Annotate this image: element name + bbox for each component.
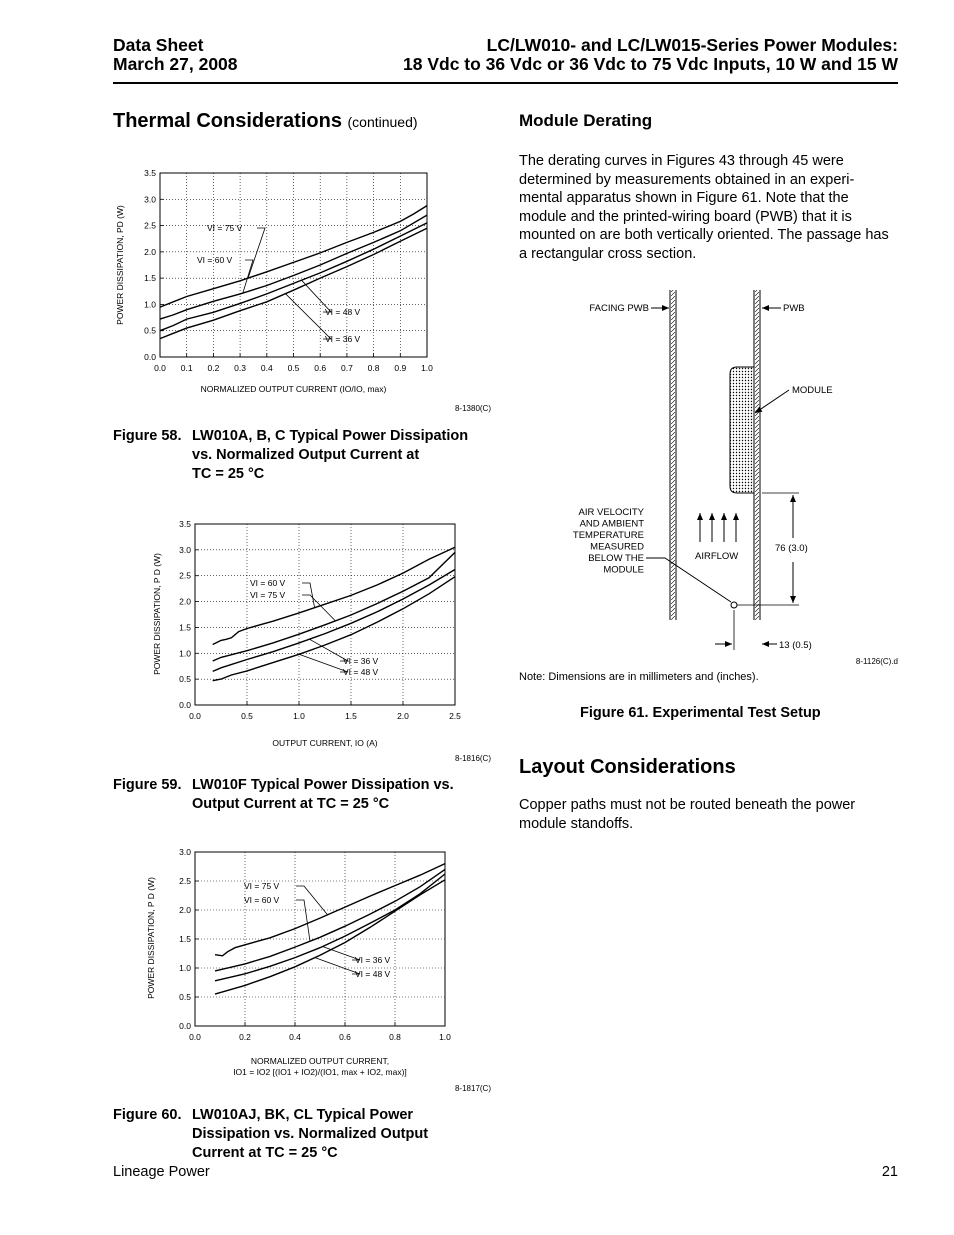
figure-58-caption (113, 427, 468, 484)
series-label: VI = 48 V (355, 969, 391, 979)
y-tick-label: 2.5 (179, 570, 191, 581)
y-tick-label: 2.5 (179, 876, 191, 886)
y-tick-label: 0.5 (144, 325, 156, 336)
doc-date: March 27, 2008 (113, 54, 238, 74)
pwb-board (754, 290, 760, 620)
figure-60-caption-line2: Dissipation vs. Normalized Output (192, 1126, 429, 1142)
y-tick-label: 2.0 (144, 246, 156, 257)
series-label: VI = 60 V (197, 255, 233, 265)
y-tick-label: 2.0 (179, 905, 191, 915)
x-tick-label: 0.8 (389, 1032, 401, 1042)
layout-considerations-text: Copper paths must not be routed beneath the power module standoffs. (519, 797, 856, 832)
y-axis-title: POWER DISSIPATION, P D (W) (146, 877, 156, 999)
figure-58-chart (105, 165, 500, 420)
x-axis-title: OUTPUT CURRENT, IO (A) (272, 738, 378, 748)
figure-code: 8-1816(C) (454, 754, 491, 763)
x-tick-label: 0.4 (289, 1032, 301, 1042)
series-label: VI = 75 V (207, 223, 243, 233)
label-pwb: PWB (783, 303, 805, 314)
figure-58-caption-line1: LW010A, B, C Typical Power Dissipation (192, 428, 469, 444)
series-label: VI = 48 V (343, 667, 379, 677)
section-title-text: Thermal Considerations (113, 110, 342, 132)
annotation-leader (296, 886, 328, 915)
x-tick-label: 2.0 (397, 711, 409, 721)
y-tick-label: 0.5 (179, 992, 191, 1002)
y-tick-label: 3.0 (179, 847, 191, 857)
label-dim-76: 76 (3.0) (775, 543, 808, 554)
air-label-line6: MODULE (603, 564, 644, 576)
y-tick-label: 0.0 (179, 1021, 191, 1031)
figure-61-note: Note: Dimensions are in millimeters and (inches). (519, 671, 759, 683)
series-line-0 (215, 864, 445, 956)
x-axis-title: NORMALIZED OUTPUT CURRENT (IO/IO, max) (200, 384, 387, 394)
series-label: VI = 60 V (250, 578, 286, 588)
y-tick-label: 1.0 (144, 299, 156, 310)
annotation-leader (302, 595, 335, 621)
x-tick-label: 0.8 (367, 363, 380, 373)
series-label: VI = 60 V (244, 895, 280, 905)
y-tick-label: 3.0 (144, 194, 156, 205)
air-label-line1: AIR VELOCITY (578, 507, 644, 518)
figure-code: 8-1380(C) (454, 404, 491, 413)
series-line-1 (213, 552, 455, 661)
x-tick-label: 0.7 (340, 363, 353, 373)
y-tick-label: 3.5 (144, 168, 156, 178)
annotation-leader (296, 900, 310, 941)
y-axis-title: POWER DISSIPATION, PD (W) (115, 205, 125, 325)
figure-59-chart (140, 512, 500, 768)
x-tick-label: 1.5 (345, 711, 357, 721)
facing-pwb-board (670, 290, 676, 620)
y-tick-label: 1.5 (144, 273, 156, 284)
x-tick-label: 0.6 (339, 1032, 351, 1042)
x-axis-title-line2: IO1 = IO2 [(IO1 + IO2)/(IO1, max + IO2, max)] (233, 1067, 407, 1077)
y-tick-label: 1.5 (179, 622, 191, 633)
air-label-line2: AND AMBIENT (579, 518, 644, 530)
figure-code: 8-1817(C) (454, 1084, 491, 1093)
y-axis-title: POWER DISSIPATION, P D (W) (152, 553, 162, 675)
figure-59-caption-num: Figure 59. (113, 777, 182, 793)
x-tick-label: 0.9 (394, 363, 407, 373)
figure-61-caption: Figure 61. Experimental Test Setup (580, 705, 821, 721)
footer-company: Lineage Power (113, 1164, 210, 1180)
section-title-suffix: (continued) (347, 114, 418, 130)
y-tick-label: 0.0 (144, 352, 156, 362)
x-tick-label: 0.4 (260, 363, 273, 373)
y-tick-label: 2.0 (179, 596, 191, 607)
x-axis-title: NORMALIZED OUTPUT CURRENT, (250, 1056, 390, 1066)
x-tick-label: 0.5 (241, 711, 253, 721)
header-right (403, 36, 898, 74)
y-tick-label: 3.0 (179, 544, 191, 555)
x-tick-label: 0.5 (287, 363, 300, 373)
label-air-velocity (573, 507, 645, 576)
x-tick-label: 0.0 (154, 363, 166, 373)
figure-61-diagram (519, 280, 904, 670)
module-derating-text: The derating curves in Figures 43 through 45 were determined by measurements obtained in an experi-mental apparatus shown in Figure 61. Note that the module and the printed-wiring board (PWB) that it is mounted on are both vertically oriented. The passage has a rectangular cross section. (519, 153, 889, 262)
plot-frame (195, 524, 455, 705)
y-tick-label: 2.5 (144, 220, 156, 231)
y-tick-label: 0.5 (179, 674, 191, 685)
figure-59-caption-line2: Output Current at TC = 25 °C (192, 796, 390, 812)
figure-58-caption-line2: vs. Normalized Output Current at (192, 447, 420, 463)
figure-60-caption (113, 1106, 428, 1163)
x-tick-label: 1.0 (293, 711, 305, 721)
figure-58-caption-line3: TC = 25 °C (192, 466, 265, 482)
air-label-line3: TEMPERATURE (572, 530, 644, 541)
footer-page-number: 21 (881, 1164, 898, 1180)
doc-type: Data Sheet (113, 35, 204, 55)
module-derating-title: Module Derating (519, 111, 653, 130)
x-tick-label: 0.0 (189, 711, 201, 721)
series-label: VI = 75 V (244, 881, 280, 891)
figure-59-caption (113, 776, 454, 814)
series-label: VI = 48 V (325, 307, 361, 317)
module-block (730, 367, 754, 493)
series-label: VI = 36 V (355, 955, 391, 965)
series-label: VI = 75 V (250, 590, 286, 600)
x-tick-label: 1.0 (421, 363, 433, 373)
figure-60-caption-num: Figure 60. (113, 1107, 182, 1123)
y-tick-label: 1.5 (179, 934, 191, 944)
plot-frame (195, 852, 445, 1026)
doc-title-line2: 18 Vdc to 36 Vdc or 36 Vdc to 75 Vdc Inputs, 10 W and 15 W (403, 54, 898, 74)
section-title-thermal (113, 110, 418, 133)
annotation-leader (248, 228, 265, 278)
measurement-point (731, 602, 737, 608)
airflow-arrows (700, 513, 736, 542)
figure-59-caption-line1: LW010F Typical Power Dissipation vs. (192, 777, 454, 793)
label-dim-13: 13 (0.5) (779, 640, 812, 651)
series-label: VI = 36 V (343, 656, 379, 666)
label-module: MODULE (792, 385, 833, 396)
air-label-line4: MEASURED (590, 541, 644, 553)
y-tick-label: 0.0 (179, 700, 191, 710)
doc-title-line1: LC/LW010- and LC/LW015-Series Power Modules: (486, 35, 898, 55)
figure-58-caption-num: Figure 58. (113, 428, 182, 444)
figure-60-caption-line1: LW010AJ, BK, CL Typical Power (192, 1107, 414, 1123)
label-airflow: AIRFLOW (695, 551, 739, 562)
x-tick-label: 0.1 (180, 363, 193, 373)
x-tick-label: 0.2 (207, 363, 220, 373)
header-left (113, 36, 238, 74)
x-tick-label: 0.2 (239, 1032, 251, 1042)
figure-60-chart (140, 840, 500, 1098)
x-tick-label: 0.6 (314, 363, 327, 373)
label-facing-pwb: FACING PWB (589, 303, 649, 314)
x-tick-label: 1.0 (439, 1032, 451, 1042)
series-label: VI = 36 V (325, 334, 361, 344)
y-tick-label: 3.5 (179, 519, 191, 529)
y-tick-label: 1.0 (179, 648, 191, 659)
x-tick-label: 2.5 (449, 711, 461, 721)
figure-61-code: 8-1126(C).d (855, 657, 898, 666)
layout-considerations-title: Layout Considerations (519, 756, 736, 778)
x-tick-label: 0.3 (234, 363, 247, 373)
figure-60-caption-line3: Current at TC = 25 °C (192, 1145, 338, 1161)
y-tick-label: 1.0 (179, 963, 191, 973)
header-rule (113, 82, 898, 84)
x-tick-label: 0.0 (189, 1032, 201, 1042)
air-label-line5: BELOW THE (588, 553, 644, 564)
